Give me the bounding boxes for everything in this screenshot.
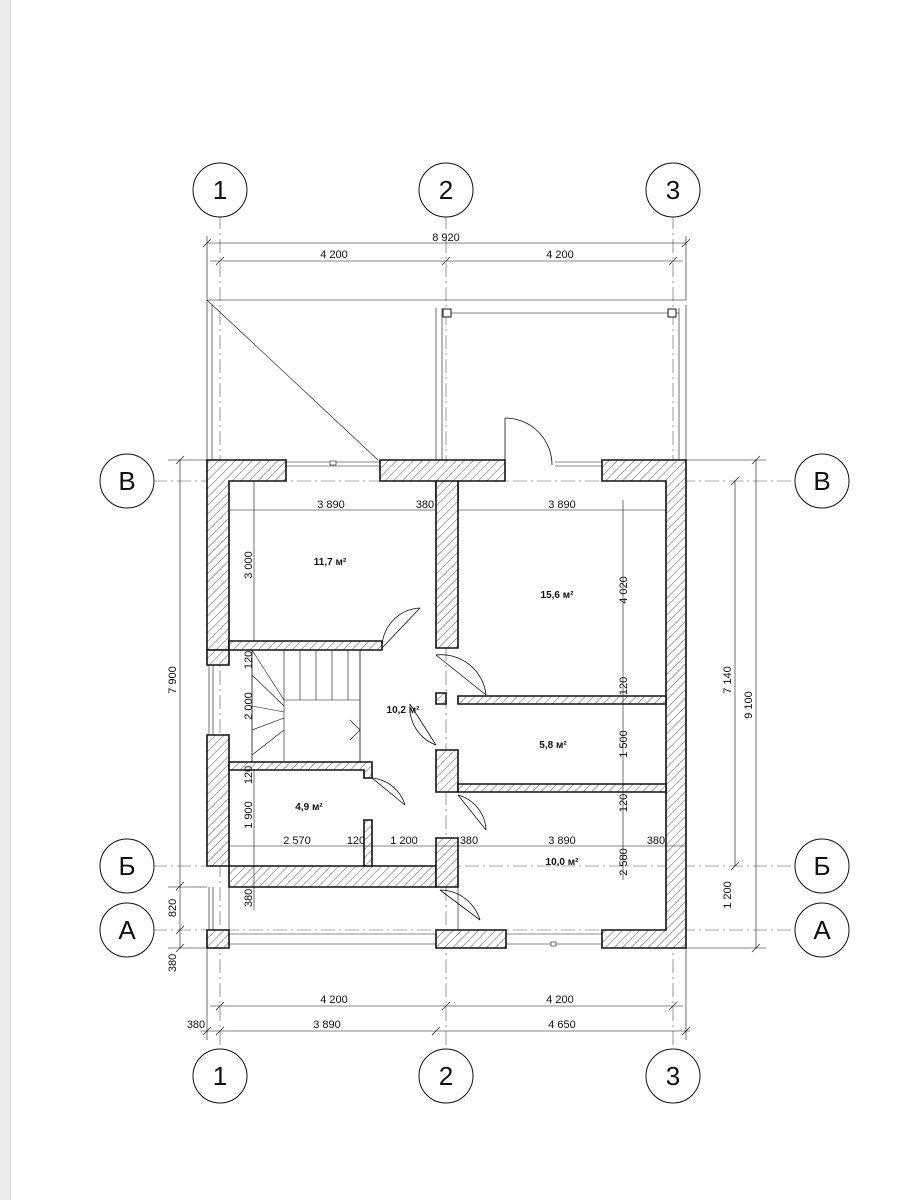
dim-row-380-right: 380 (646, 835, 666, 847)
dim-bottom-4650: 4 650 (548, 1019, 576, 1031)
svg-text:А: А (813, 915, 831, 945)
dim-row-3890: 3 890 (548, 835, 576, 847)
svg-text:Б: Б (118, 851, 136, 881)
dim-row-1200: 1 200 (390, 835, 418, 847)
axis-bubble-a-left (100, 903, 154, 957)
staircase (252, 650, 360, 762)
svg-text:В: В (118, 466, 136, 496)
axis-bubble-v-left (100, 454, 154, 508)
dim-left-820: 820 (167, 898, 179, 918)
axis-bubble-1-bottom (193, 1049, 247, 1103)
svg-text:1: 1 (212, 175, 228, 205)
svg-text:В: В (813, 466, 831, 496)
dim-row-380-mid: 380 (459, 835, 479, 847)
dim-left-overall: 7 900 (167, 666, 179, 694)
dim-right-mid-height: 1 500 (618, 730, 630, 758)
dim-room-right-width: 3 890 (548, 499, 576, 511)
dim-bottom-380: 380 (186, 1019, 206, 1031)
dim-wall-mid-top: 380 (415, 499, 435, 511)
dim-bottom-4200-left: 4 200 (320, 994, 348, 1006)
dim-bottom-4200-right: 4 200 (546, 994, 574, 1006)
top-dimension-chain (203, 232, 690, 300)
room-area-5: 4,9 м² (295, 802, 323, 813)
interior-walls (229, 481, 666, 887)
axis-bubble-3-top (646, 163, 700, 217)
axis-bubble-b-left (100, 839, 154, 893)
room-area-6: 10,0 м² (545, 857, 579, 868)
dim-top-right: 4 200 (546, 249, 574, 261)
svg-text:3: 3 (665, 1061, 681, 1091)
axis-bubble-b-right (795, 839, 849, 893)
svg-text:Б: Б (813, 851, 831, 881)
dim-small-room-height: 1 900 (243, 801, 255, 829)
axis-bubble-2-bottom (419, 1049, 473, 1103)
balcony-outline (207, 300, 686, 460)
room-area-1: 11,7 м² (313, 557, 347, 568)
right-dimension-chain (686, 456, 766, 952)
dim-top-total: 8 920 (432, 232, 460, 244)
svg-text:А: А (118, 915, 136, 945)
dim-right-lower-height: 2 580 (618, 848, 630, 876)
dim-row-120: 120 (346, 835, 366, 847)
dim-left-380-lower: 380 (243, 888, 255, 908)
left-dimension-chain (167, 456, 207, 972)
dim-right-wall-a: 120 (618, 676, 630, 696)
dim-left-wall-a: 120 (243, 650, 255, 670)
dim-right-7140: 7 140 (722, 666, 734, 694)
dim-room-left-width: 3 890 (317, 499, 345, 511)
room-area-3: 10,2 м² (386, 705, 420, 716)
dim-left-room-height: 3 000 (243, 551, 255, 579)
axis-bubble-2-top (419, 163, 473, 217)
svg-text:1: 1 (212, 1061, 228, 1091)
svg-text:2: 2 (438, 175, 454, 205)
svg-text:2: 2 (438, 1061, 454, 1091)
axis-bubble-v-right (795, 454, 849, 508)
room-area-4: 5,8 м² (539, 740, 567, 751)
dim-right-room-height: 4 020 (618, 576, 630, 604)
dim-bottom-3890: 3 890 (313, 1019, 341, 1031)
bottom-dimension-chain (187, 948, 690, 1040)
dim-stair-height: 2 000 (243, 692, 255, 720)
axis-bubble-1-top (193, 163, 247, 217)
room-area-2: 15,6 м² (540, 590, 574, 601)
dim-left-wall-b: 120 (243, 765, 255, 785)
svg-text:3: 3 (665, 175, 681, 205)
axis-bubble-a-right (795, 903, 849, 957)
dim-right-1200: 1 200 (722, 881, 734, 909)
axis-bubble-3-bottom (646, 1049, 700, 1103)
dim-left-380-bottom: 380 (167, 953, 179, 973)
dim-top-left: 4 200 (320, 249, 348, 261)
dim-right-wall-b: 120 (618, 793, 630, 813)
axis-lines (153, 215, 795, 1050)
dim-row-2570: 2 570 (283, 835, 311, 847)
dim-right-9100: 9 100 (743, 691, 755, 719)
